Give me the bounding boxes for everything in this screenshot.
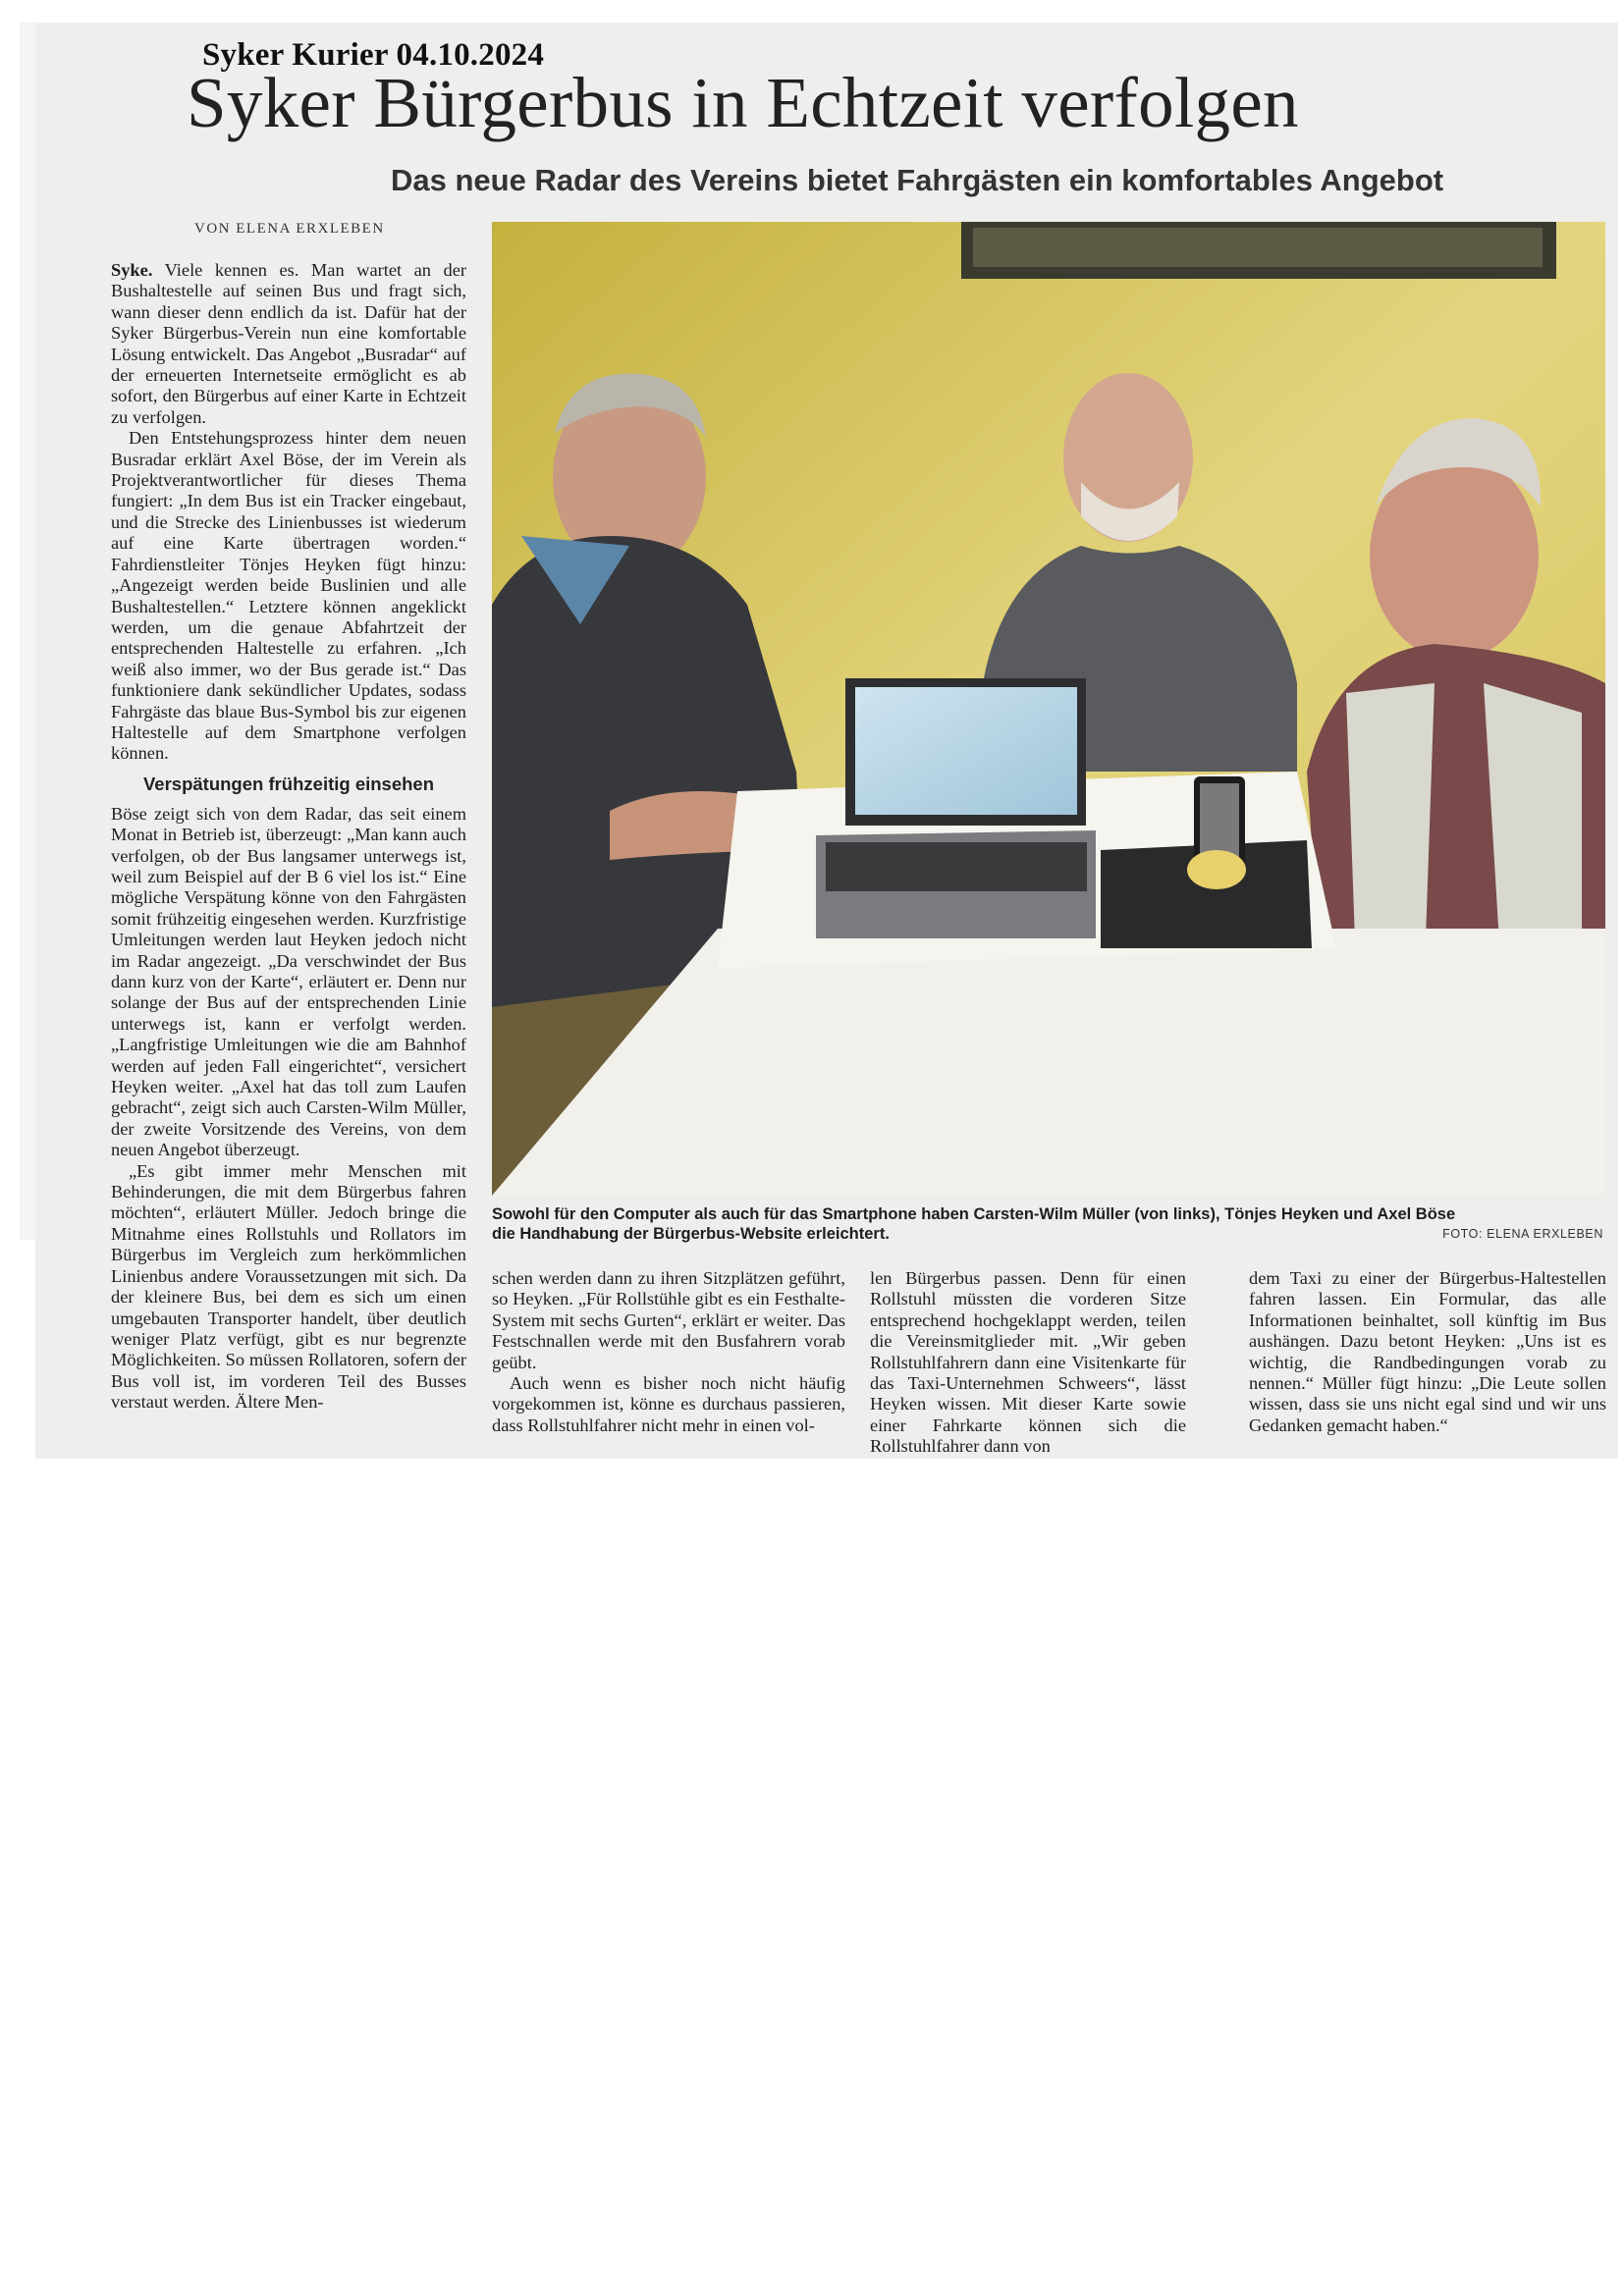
dateline: Syke.: [111, 260, 153, 280]
photo-credit: FOTO: ELENA ERXLEBEN: [1442, 1227, 1603, 1241]
headline: Syker Bürgerbus in Echtzeit verfolgen: [187, 63, 1299, 142]
article-column-3: [870, 1268, 1186, 1458]
paragraph: „Es gibt immer mehr Menschen mit Behinderungen, die mit dem Bürgerbus fahren möchten“, erläutert Müller. Jedoch bringe die Mitnahme eines Rollstuhls und Rollators im Bürgerbus im Vergleich zum herkömmlichen Linienbus andere Voraussetzungen mit sich. Da der kleinere Bus, bei dem es sich um einen umgebauten Transporter handelt, über deutlich weniger Platz verfügt, gibt es nur begrenzte Möglichkeiten. So müssen Rollatoren, sofern der Bus voll ist, im vorderen Teil des Busses verstaut werden. Ältere Men-: [111, 1160, 466, 1413]
article-photo: [492, 222, 1605, 1196]
paragraph: Auch wenn es bisher noch nicht häufig vorgekommen ist, könne es durchaus passieren, dass Rollstuhlfahrer nicht mehr in einen vol-: [492, 1373, 845, 1435]
article-column-4: [1249, 1268, 1606, 1436]
caption-text: Sowohl für den Computer als auch für das Smartphone haben Carsten-Wilm Müller (von links), Tönjes Heyken und Axel Böse die Handhabung der Bürgerbus-Website erleichtert.: [492, 1205, 1456, 1243]
article-column-2: [492, 1268, 845, 1436]
photo-caption: [492, 1204, 1605, 1244]
paragraph: schen werden dann zu ihren Sitzplätzen geführt, so Heyken. „Für Rollstühle gibt es ein Festhalte-System mit sechs Gurten“, erklärt er weiter. Das Festschnallen werde mit den Busfahrern vorab geübt.: [492, 1268, 845, 1372]
photo-illustration: [492, 222, 1605, 1196]
byline: VON ELENA ERXLEBEN: [194, 221, 385, 237]
subheadline: Das neue Radar des Vereins bietet Fahrgästen ein komfortables Angebot: [391, 163, 1444, 197]
paragraph-text: Viele kennen es. Man wartet an der Bushaltestelle auf seinen Bus und fragt sich, wann dieser denn endlich da ist. Dafür hat der Syker Bürgerbus-Verein nun eine komfortable Lösung entwickelt. Das Angebot „Busradar“ auf der erneuerten Internetseite ermöglicht es ab sofort, den Bürgerbus auf einer Karte in Echtzeit zu verfolgen.: [111, 260, 466, 427]
paragraph: [111, 260, 466, 428]
subhead: Verspätungen frühzeitig einsehen: [142, 773, 435, 794]
article-column-1: [111, 260, 466, 1414]
paragraph: dem Taxi zu einer der Bürgerbus-Haltestellen fahren lassen. Ein Formular, das alle Informationen beinhaltet, soll künftig im Bus aushängen. Dazu betont Heyken: „Uns ist es wichtig, die Randbedingungen vorab zu nennen.“ Müller fügt hinzu: „Die Leute sollen wissen, dass sie uns nicht egal sind und wir uns Gedanken gemacht haben.“: [1249, 1268, 1606, 1435]
paragraph: Böse zeigt sich von dem Radar, das seit einem Monat in Betrieb ist, überzeugt: „Man kann auch verfolgen, ob der Bus langsamer unterwegs ist, weil zum Beispiel auf der B 6 viel los ist.“ Eine mögliche Verspätung könne von den Fahrgästen somit frühzeitig eingesehen werden. Kurzfristige Umleitungen werden laut Heyken jedoch nicht im Radar angezeigt. „Da verschwindet der Bus dann kurz von der Karte“, erläutert er. Denn nur solange der Bus auf der entsprechenden Linie unterwegs ist, kann er verfolgt werden. „Langfristige Umleitungen wie die am Bahnhof werden auf jeden Fall eingerichtet“, versichert Heyken weiter. „Axel hat das toll zum Laufen gebracht“, zeigt sich auch Carsten-Wilm Müller, der zweite Vorsitzende des Vereins, von dem neuen Angebot überzeugt.: [111, 803, 466, 1160]
paragraph: len Bürgerbus passen. Denn für einen Rollstuhl müssten die vorderen Sitze entsprechend hochgeklappt werden, teilen die Vereinsmitglieder mit. „Wir geben Rollstuhlfahrern dann eine Visitenkarte für das Taxi-Unternehmen Schweers“, lässt Heyken wissen. Mit dieser Karte sowie einer Fahrkarte können sich die Rollstuhlfahrer dann von: [870, 1268, 1186, 1457]
masthead: Syker Kurier 04.10.2024: [202, 37, 545, 73]
paragraph: Den Entstehungsprozess hinter dem neuen Busradar erklärt Axel Böse, der im Verein als Projektverantwortlicher für dieses Thema fungiert: „In dem Bus ist ein Tracker eingebaut, und die Strecke des Linienbusses ist wiederum auf eine Karte übertragen worden.“ Fahrdienstleiter Tönjes Heyken fügt hinzu: „Angezeigt werden beide Buslinien und alle Bushaltestellen.“ Letztere können angeklickt werden, um die genaue Abfahrtzeit der entsprechenden Haltestelle zu erfahren. „Ich weiß also immer, wo der Bus gerade ist.“ Das funktioniere dank sekündlicher Updates, sodass Fahrgäste das blaue Bus-Symbol bis zur eigenen Haltestelle auf dem Smartphone verfolgen können.: [111, 428, 466, 764]
